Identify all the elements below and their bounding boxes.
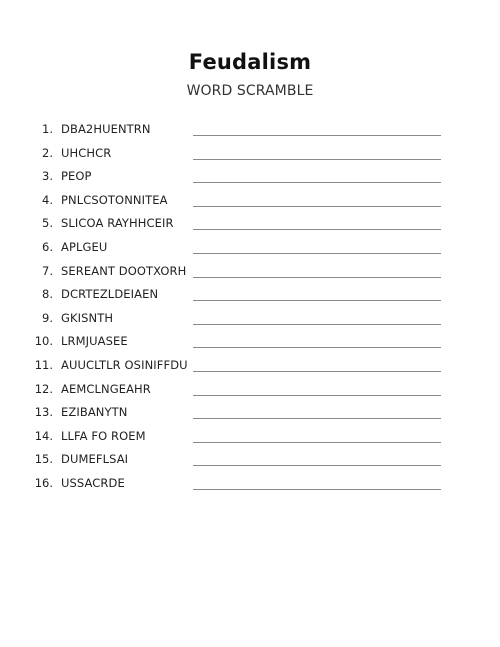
answer-line[interactable]	[193, 159, 441, 160]
answer-line[interactable]	[193, 395, 441, 396]
scramble-item	[0, 142, 500, 166]
scramble-item	[0, 401, 500, 425]
scrambled-word: APLGEU	[61, 239, 108, 254]
scrambled-word: DUMEFLSAI	[61, 452, 129, 467]
answer-line[interactable]	[193, 371, 441, 372]
scrambled-word: PEOP	[61, 169, 92, 184]
item-number: 11.	[34, 357, 53, 372]
scrambled-word: DBA2HUENTRN	[61, 122, 151, 136]
scrambled-word: DCRTEZLDEIAEN	[61, 287, 159, 302]
answer-line[interactable]	[193, 347, 441, 348]
answer-line[interactable]	[193, 465, 441, 466]
page-title: Feudalism	[188, 50, 312, 74]
scramble-item	[0, 260, 500, 284]
item-number: 5.	[42, 216, 53, 231]
scramble-list	[0, 118, 500, 496]
scramble-item	[0, 212, 500, 236]
scrambled-word: PNLCSOTONNITEA	[61, 192, 168, 207]
item-number: 9.	[42, 310, 53, 325]
scramble-item	[0, 425, 500, 449]
scrambled-word: UHCHCR	[61, 145, 112, 160]
item-number: 12.	[34, 381, 53, 396]
item-number: 10.	[34, 334, 53, 349]
scrambled-word: SEREANT DOOTXORH	[61, 263, 187, 278]
scramble-item	[0, 378, 500, 402]
scrambled-word: SLICOA RAYHHCEIR	[61, 216, 174, 231]
answer-line[interactable]	[193, 229, 441, 230]
page-subtitle: WORD SCRAMBLE	[186, 83, 314, 99]
scrambled-word: USSACRDE	[61, 475, 125, 490]
item-number: 14.	[34, 428, 53, 443]
scrambled-word: AUUCLTLR OSINIFFDU	[61, 357, 188, 372]
item-number: 3.	[42, 169, 53, 184]
scrambled-word: LRMJUASEE	[61, 334, 128, 349]
scramble-item	[0, 448, 500, 472]
scramble-item	[0, 165, 500, 189]
answer-line[interactable]	[193, 300, 441, 301]
scrambled-word: EZIBANYTN	[61, 405, 128, 420]
scramble-item	[0, 330, 500, 354]
answer-line[interactable]	[193, 442, 441, 443]
item-number: 4.	[42, 192, 53, 207]
scrambled-word: AEMCLNGEAHR	[61, 381, 151, 396]
scramble-item	[0, 354, 500, 378]
item-number: 2.	[42, 145, 53, 160]
answer-line[interactable]	[193, 253, 441, 254]
item-number: 8.	[42, 287, 53, 302]
answer-line[interactable]	[193, 418, 441, 419]
item-number: 15.	[34, 452, 53, 467]
answer-line[interactable]	[193, 182, 441, 183]
scramble-item	[0, 283, 500, 307]
scramble-item	[0, 189, 500, 213]
answer-line[interactable]	[193, 324, 441, 325]
scramble-item	[0, 236, 500, 260]
answer-line[interactable]	[193, 277, 441, 278]
item-number: 16.	[34, 475, 53, 490]
item-number: 6.	[42, 239, 53, 254]
answer-line[interactable]	[193, 206, 441, 207]
answer-line[interactable]	[193, 489, 441, 490]
answer-line[interactable]	[193, 135, 441, 136]
scrambled-word: GKISNTH	[61, 310, 114, 325]
item-number: 13.	[34, 405, 53, 420]
scramble-item	[0, 307, 500, 331]
scramble-item	[0, 472, 500, 496]
scrambled-word: LLFA FO ROEM	[61, 428, 146, 443]
scramble-item	[0, 118, 500, 142]
item-number: 1.	[42, 122, 53, 136]
item-number: 7.	[42, 263, 53, 278]
